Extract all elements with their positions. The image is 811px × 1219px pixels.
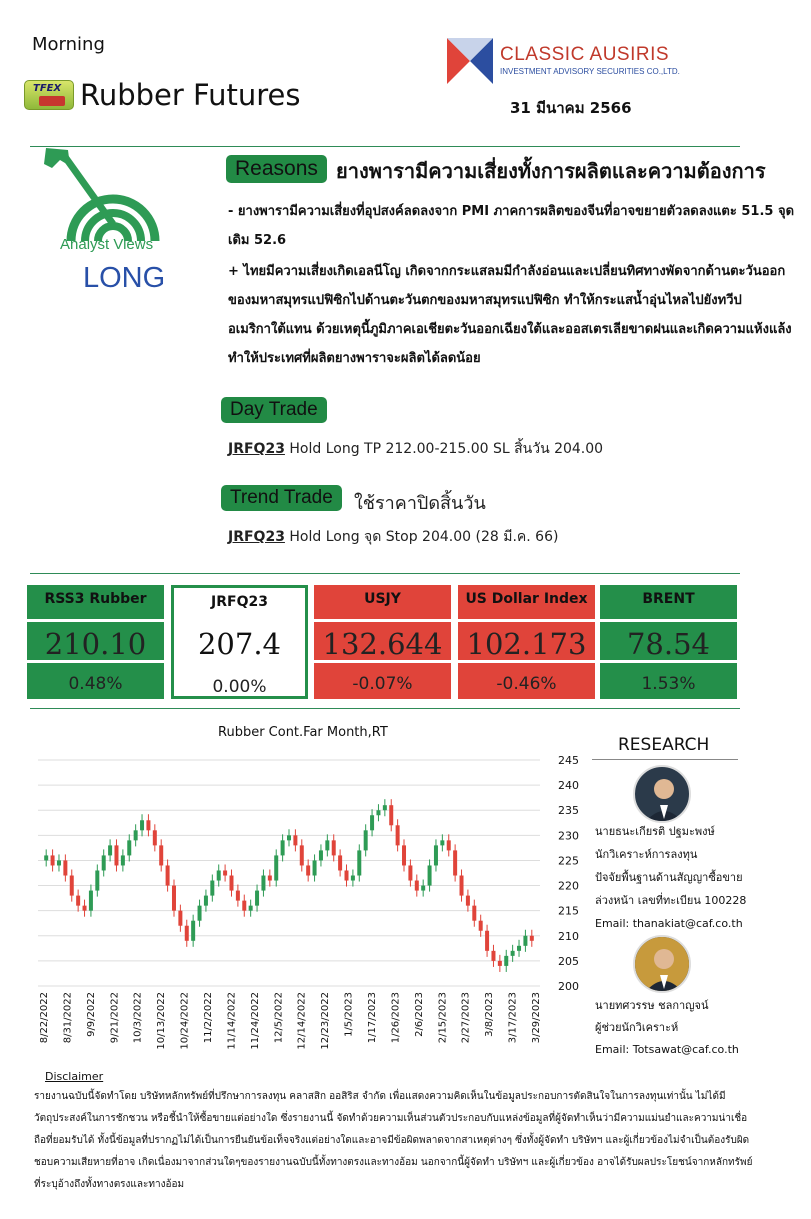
candle-body	[178, 911, 182, 926]
x-tick-label: 9/21/2022	[109, 992, 121, 1044]
day-trade-ticker[interactable]: JRFQ23	[228, 441, 285, 457]
price-chart	[30, 748, 590, 1063]
candle-body	[325, 840, 329, 850]
analyst-1-email[interactable]: Email: thanakiat@caf.co.th	[595, 917, 743, 930]
candle-body	[530, 936, 534, 941]
x-tick-label: 1/17/2023	[367, 992, 378, 1044]
candle-body	[76, 896, 80, 906]
candle-body	[345, 870, 349, 880]
quote-change: -0.46%	[496, 674, 557, 694]
candle-body	[159, 845, 163, 865]
candle-body	[376, 810, 380, 815]
candle-body	[146, 820, 150, 830]
candle-body	[389, 805, 393, 825]
quote-box-brent	[600, 585, 737, 699]
x-tick-label: 11/2/2022	[203, 992, 214, 1044]
x-tick-label: 2/27/2023	[460, 992, 472, 1044]
quote-name: US Dollar Index	[465, 591, 588, 607]
candle-body	[140, 820, 144, 830]
x-tick-label: 8/31/2022	[62, 992, 74, 1044]
x-tick-label: 10/13/2022	[156, 992, 168, 1050]
analyst-1-license: ล่วงหน้า เลขที่ทะเบียน 100228	[595, 894, 747, 907]
candle-body	[268, 876, 272, 881]
edition-label: Morning	[32, 34, 105, 55]
candle-body	[306, 865, 310, 875]
candle-body	[121, 855, 125, 865]
candle-body	[421, 886, 425, 891]
day-trade-tag: Day Trade	[221, 397, 327, 423]
candle-body	[415, 881, 419, 891]
y-tick-label: 230	[558, 829, 579, 843]
candle-body	[511, 951, 515, 956]
x-tick-label: 11/14/2022	[226, 992, 238, 1050]
report-date: 31 มีนาคม 2566	[510, 99, 632, 117]
y-tick-label: 205	[558, 954, 579, 968]
y-tick-label: 245	[558, 754, 579, 767]
candle-body	[281, 840, 285, 855]
x-tick-label: 12/14/2022	[296, 992, 308, 1050]
y-tick-label: 220	[558, 879, 579, 893]
candle-body	[351, 876, 355, 881]
quote-change: -0.07%	[352, 674, 413, 694]
divider	[592, 759, 738, 760]
candle-body	[313, 860, 317, 875]
candle-body	[114, 845, 118, 865]
divider	[30, 573, 740, 574]
x-tick-label: 1/26/2023	[390, 992, 402, 1044]
divider	[30, 708, 740, 709]
disclaimer-text: รายงานฉบับนี้จัดทำโดย บริษัทหลักทรัพย์ที่ปรึกษาการลงทุน คลาสสิก ออสิริส จำกัด เพื่อแสดงความคิดเห็นในข้อมูลประกอบการตัดสินใจในการลงทุนเท่านั้น ไม่ได้มีวัตถุประสงค์ในการชักชวน หรือชี้นำให้ซื้อขายแต่อย่างใด ซึ่งรายงานนี้ จัดทำด้วยความเห็นส่วนตัวประกอบกับแหล่งข้อมูลที่ผู้จัดทำเห็นว่ามีความแม่นยำและความน่าเชื่อถือที่ยอมรับได้ ทั้งนี้ข้อมูลที่ปรากฏไม่ได้เป็นการยืนยันข้อเท็จจริงแต่อย่างใดและอาจมีข้อผิดพลาดจากสาเหตุต่างๆ ซึ่งทั้งผู้จัดทำ บริษัทฯ และผู้เกี่ยวข้องไม่จำเป็นต้องรับผิดชอบความเสียหายที่อาจ เกิดเนื่องมาจากส่วนใดๆของรายงานฉบับนี้ทั้งทางตรงและทางอ้อม นอกจากนี้ผู้จัดทำ บริษัทฯ และผู้เกี่ยวข้อง อาจได้รับผลประโยชน์จากหลักทรัพย์ที่ระบุอ้างถึงทั้งทางตรงและทางอ้อม	[34, 1091, 753, 1190]
reason-positive: + ไทยมีความเสี่ยงเกิดเอลนีโญ เกิดจากกระแสลมมีกำลังอ่อนและเปลี่ยนทิศทางพัดจากด้านตะวันออกของมหาสมุทรแปฟิซิกไปด้านตะวันตกของมหาสมุทรแปฟิซิก ทำให้กระแสน้ำอุ่นไหลไปยังทวีปอเมริกาใต้แทน ด้วยเหตุนี้ภูมิภาคเอเชียตะวันออกเฉียงใต้และออสเตรเลียขาดฝนและเกิดความแห้งแล้ง ทำให้ประเทศที่ผลิตยางพาราจะผลิตได้ลดน้อย	[228, 264, 792, 366]
candle-body	[434, 845, 438, 865]
candle-body	[127, 840, 131, 855]
analyst-1-name: นายธนะเกียรติ ปฐมะพงษ์	[595, 825, 715, 838]
candle-body	[383, 805, 387, 810]
rubber-futures-badge-icon	[39, 96, 65, 106]
x-tick-label: 12/5/2022	[273, 992, 285, 1044]
y-tick-label: 200	[558, 980, 579, 993]
quote-value: 207.4	[197, 627, 282, 661]
trend-trade-text: Hold Long จุด Stop 204.00 (28 มี.ค. 66)	[284, 529, 559, 545]
candle-body	[287, 835, 291, 840]
candle-body	[57, 860, 61, 865]
quote-value: 102.173	[458, 619, 595, 663]
candle-body	[491, 951, 495, 961]
x-tick-label: 10/24/2022	[179, 992, 191, 1050]
candle-body	[44, 855, 48, 860]
candle-body	[517, 946, 521, 951]
target-icon	[38, 146, 188, 246]
candle-body	[453, 850, 457, 875]
x-tick-label: 9/9/2022	[85, 992, 97, 1037]
candle-body	[408, 865, 412, 880]
day-trade-text: Hold Long TP 212.00-215.00 SL สิ้นวัน 204.00	[284, 441, 604, 457]
x-tick-label: 2/15/2023	[437, 992, 449, 1044]
candle-body	[153, 830, 157, 845]
tfex-logo	[24, 80, 74, 110]
x-tick-label: 3/17/2023	[507, 992, 519, 1044]
candle-body	[102, 855, 106, 870]
x-tick-label: 11/24/2022	[249, 992, 261, 1050]
quote-box-usjy	[314, 585, 451, 699]
trend-trade-ticker[interactable]: JRFQ23	[228, 529, 285, 545]
y-tick-label: 240	[558, 779, 579, 793]
analyst-2-role: ผู้ช่วยนักวิเคราะห์	[595, 1021, 679, 1034]
quote-name: USJY	[364, 591, 401, 607]
analyst-2-email[interactable]: Email: Totsawat@caf.co.th	[595, 1043, 739, 1056]
candle-body	[204, 896, 208, 906]
quote-box-rss3	[27, 585, 164, 699]
analyst-view-value: LONG	[83, 262, 166, 294]
candle-body	[217, 870, 221, 880]
candle-body	[166, 865, 170, 885]
x-tick-label: 1/5/2023	[343, 992, 355, 1037]
quote-value: 210.10	[27, 619, 164, 663]
candle-body	[249, 906, 253, 911]
reasons-tag: Reasons	[226, 155, 327, 183]
candle-body	[63, 860, 67, 875]
candle-body	[504, 956, 508, 966]
candle-body	[210, 881, 214, 896]
candle-body	[357, 850, 361, 875]
brand-logo-icon	[447, 38, 493, 84]
trend-trade-recommendation	[228, 526, 558, 548]
analyst-1-role: นักวิเคราะห์การลงทุน	[595, 848, 698, 861]
quote-change: 1.53%	[641, 674, 696, 694]
candle-body	[95, 870, 99, 890]
candle-body	[134, 830, 138, 840]
candle-body	[274, 855, 278, 880]
trend-trade-tag: Trend Trade	[221, 485, 342, 511]
chart-title: Rubber Cont.Far Month,RT	[218, 725, 388, 740]
candle-body	[485, 931, 489, 951]
y-tick-label: 210	[558, 929, 579, 943]
candle-body	[479, 921, 483, 931]
candle-body	[185, 926, 189, 941]
candle-body	[83, 906, 87, 911]
candle-body	[223, 870, 227, 875]
day-trade-recommendation	[228, 438, 603, 460]
candle-body	[466, 896, 470, 906]
quote-name: JRFQ23	[211, 594, 268, 610]
quote-name: RSS3 Rubber	[44, 591, 147, 607]
candle-body	[236, 891, 240, 901]
candle-body	[472, 906, 476, 921]
candle-body	[460, 876, 464, 896]
candle-body	[242, 901, 246, 911]
candle-body	[447, 840, 451, 850]
reasons-headline: ยางพารามีความเสี่ยงทั้งการผลิตและความต้องการ	[336, 159, 766, 183]
candle-body	[498, 961, 502, 966]
candle-body	[300, 845, 304, 865]
research-title: RESEARCH	[618, 735, 710, 755]
candle-body	[191, 921, 195, 941]
candle-body	[293, 835, 297, 845]
candle-body	[523, 936, 527, 946]
page-title: Rubber Futures	[80, 78, 301, 112]
candle-body	[70, 876, 74, 896]
candle-body	[370, 815, 374, 830]
x-tick-label: 2/6/2023	[413, 992, 425, 1037]
x-tick-label: 10/3/2022	[132, 992, 144, 1044]
brand-subtitle: INVESTMENT ADVISORY SECURITIES CO.,LTD.	[500, 67, 680, 76]
analyst-2-name: นายทศวรรษ ชลกาญจน์	[595, 999, 709, 1012]
quote-change: 0.00%	[212, 677, 267, 697]
y-tick-label: 225	[558, 854, 579, 868]
x-tick-label: 3/29/2023	[531, 992, 542, 1044]
quote-value: 78.54	[600, 619, 737, 663]
quote-change: 0.48%	[68, 674, 123, 694]
candle-body	[255, 891, 259, 906]
analyst-1-detail: ปัจจัยพื้นฐานด้านสัญญาซื้อขาย	[595, 871, 743, 884]
x-tick-label: 8/22/2022	[39, 992, 50, 1044]
quote-box-jrfq23	[171, 585, 308, 699]
reason-negative: - ยางพารามีความเสี่ยงที่อุปสงค์ลดลงจาก PMI ภาคการผลิตของจีนที่อาจขยายตัวลดลงแตะ 51.5 จุด เดิม 52.6	[228, 204, 795, 248]
quote-value: 132.644	[314, 619, 451, 663]
candle-body	[229, 876, 233, 891]
candle-body	[89, 891, 93, 911]
candle-body	[261, 876, 265, 891]
candle-body	[319, 850, 323, 860]
analyst-1-avatar	[633, 765, 691, 823]
brand-name: CLASSIC AUSIRIS	[500, 44, 670, 65]
x-tick-label: 12/23/2022	[320, 992, 332, 1050]
x-tick-label: 3/8/2023	[484, 992, 496, 1037]
candle-body	[108, 845, 112, 855]
quote-box-usd-index	[458, 585, 595, 699]
candle-body	[51, 855, 55, 865]
candle-body	[198, 906, 202, 921]
quote-name: BRENT	[642, 591, 695, 607]
y-tick-label: 235	[558, 804, 579, 818]
candle-body	[402, 845, 406, 865]
y-tick-label: 215	[558, 904, 579, 918]
candle-body	[338, 855, 342, 870]
trend-trade-note: ใช้ราคาปิดสิ้นวัน	[354, 493, 486, 514]
disclaimer-title: Disclaimer	[45, 1070, 104, 1083]
candle-body	[428, 865, 432, 885]
candle-body	[440, 840, 444, 845]
tfex-logo-text: TFEX	[33, 83, 62, 94]
candle-body	[396, 825, 400, 845]
candle-body	[332, 840, 336, 855]
analyst-views-label: Analyst Views	[60, 236, 154, 253]
candle-body	[172, 886, 176, 911]
candle-body	[364, 830, 368, 850]
analyst-2-avatar	[633, 935, 691, 993]
